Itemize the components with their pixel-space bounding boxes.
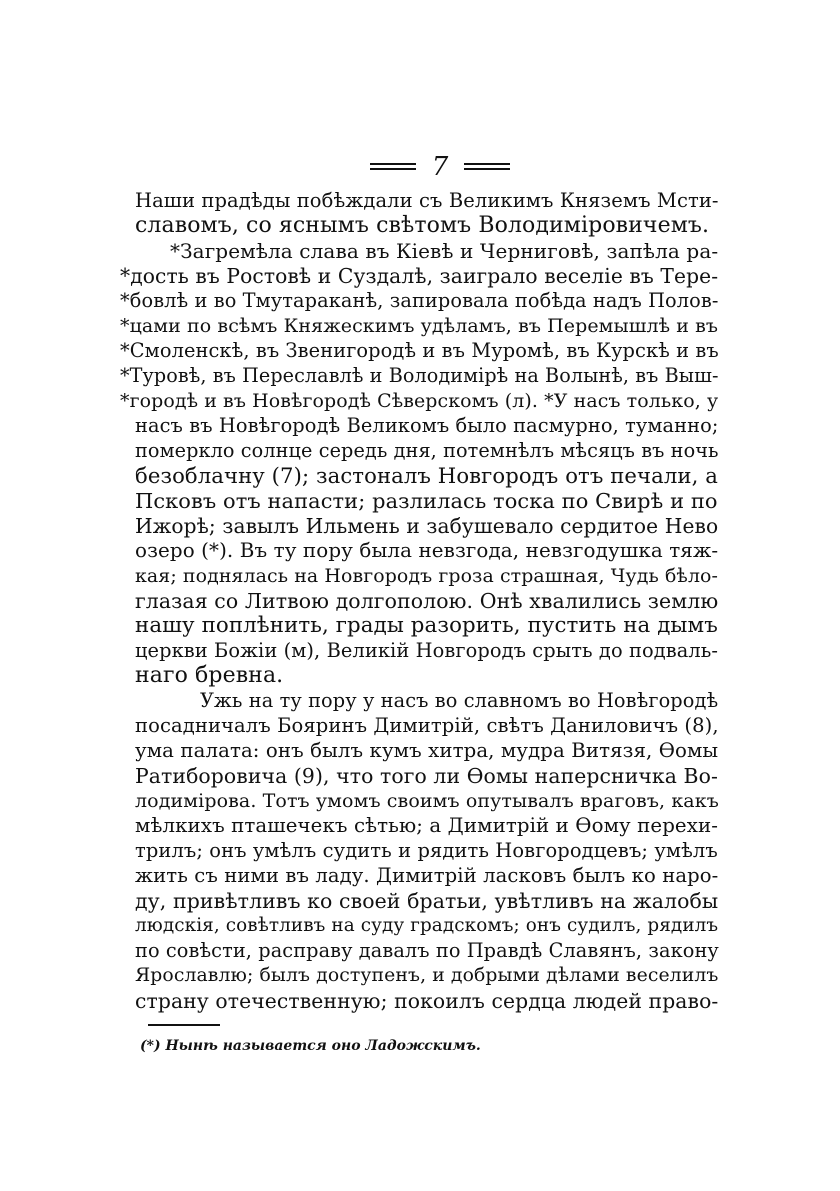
text-line: посадничалъ Бояринъ Димитрiй, свѣтъ Даниловичъ (8), [135,714,719,737]
text-line: *бовлѣ и во Тмутараканѣ, запировала побѣда надъ Полов- [120,289,719,312]
text-line: *цами по всѣмъ Княжескимъ удѣламъ, въ Перемышлѣ и въ [120,315,719,337]
text-line: Ярославлю; былъ доступенъ, и добрыми дѣлами веселилъ [135,965,719,986]
text-line: кая; поднялась на Новгородъ гроза страшная, Чудь бѣло- [135,565,719,587]
text-line: Ижорѣ; завылъ Ильмень и забушевало сердитое Нево [135,514,719,538]
page-number: 7 [431,152,449,182]
text-line: *Смоленскѣ, въ Звенигородѣ и въ Муромѣ, въ Курскѣ и въ [120,339,719,362]
text-line: славомъ, со яснымъ свѣтомъ Володимiровичемъ. [135,213,710,238]
text-line: ума палата: онъ былъ кумъ хитра, мудра Витязя, Ѳомы [135,739,719,762]
footnote: (*) Нынѣ называется оно Ладожскимъ. [140,1038,481,1054]
text-line: мѣлкихъ пташечекъ сѣтью; а Димитрiй и Ѳому перехи- [135,814,718,837]
text-line: *городѣ и въ Новѣгородѣ Сѣверскомъ (л). *У насъ только, у [120,390,719,412]
text-line: насъ въ Новѣгородѣ Великомъ было пасмурно, туманно; [135,414,719,437]
text-line: Ратиборовича (9), что того ли Ѳомы наперсничка Во- [135,764,718,788]
text-line: безоблачну (7); застоналъ Новгородъ отъ печали, а [135,463,718,488]
text-line: померкло солнце середь дня, потемнѣлъ мѣсяцъ въ ночь [135,439,719,462]
text-line: *Туровѣ, въ Переславлѣ и Володимiрѣ на Волынѣ, въ Выш- [120,364,719,387]
header-rule-right [464,163,510,170]
text-line: по совѣсти, расправу давалъ по Правдѣ Славянъ, закону [135,939,719,962]
text-line: ду, привѣтливъ ко своей братьи, увѣтливъ на жалобы [135,889,719,913]
text-line: церкви Божiи (м), Великiй Новгородъ срыть до подваль- [135,639,719,662]
text-line: *дость въ Ростовѣ и Суздалѣ, заиграло веселiе въ Тере- [120,264,719,288]
header-rule-left [370,163,416,170]
footnote-rule [148,1024,220,1026]
text-line: глазая со Литвою долгополою. Онѣ хвалились землю [135,589,719,613]
text-line: людскiя, совѣтливъ на суду градскомъ; онъ судилъ, рядилъ [135,915,719,936]
text-line: наго бревна. [135,663,284,688]
text-line: Ужь на ту пору у насъ во славномъ во Новѣгородѣ [200,689,719,712]
text-line: Псковъ отъ напасти; разлилась тоска по Свирѣ и по [135,489,718,513]
text-line: *Загремѣла слава въ Кiевѣ и Черниговѣ, запѣла ра- [170,239,719,263]
text-line: трилъ; онъ умѣлъ судить и рядить Новгородцевъ; умѣлъ [135,839,718,862]
page-header [370,152,510,182]
text-line: нашу поплѣнить, грады разорить, пустить на дымъ [135,613,718,638]
text-line: лодимiрова. Тотъ умомъ своимъ опутывалъ враговъ, какъ [135,790,719,812]
text-line: жить съ ними въ ладу. Димитрiй ласковъ былъ ко наро- [135,864,719,887]
text-line: озеро (*). Въ ту пору была невзгода, невзгодушка тяж- [135,539,719,562]
text-line: страну отечественную; покоилъ сердца людей право- [135,989,719,1013]
text-line: Наши прадѣды побѣждали съ Великимъ Княземъ Мсти- [135,189,719,212]
